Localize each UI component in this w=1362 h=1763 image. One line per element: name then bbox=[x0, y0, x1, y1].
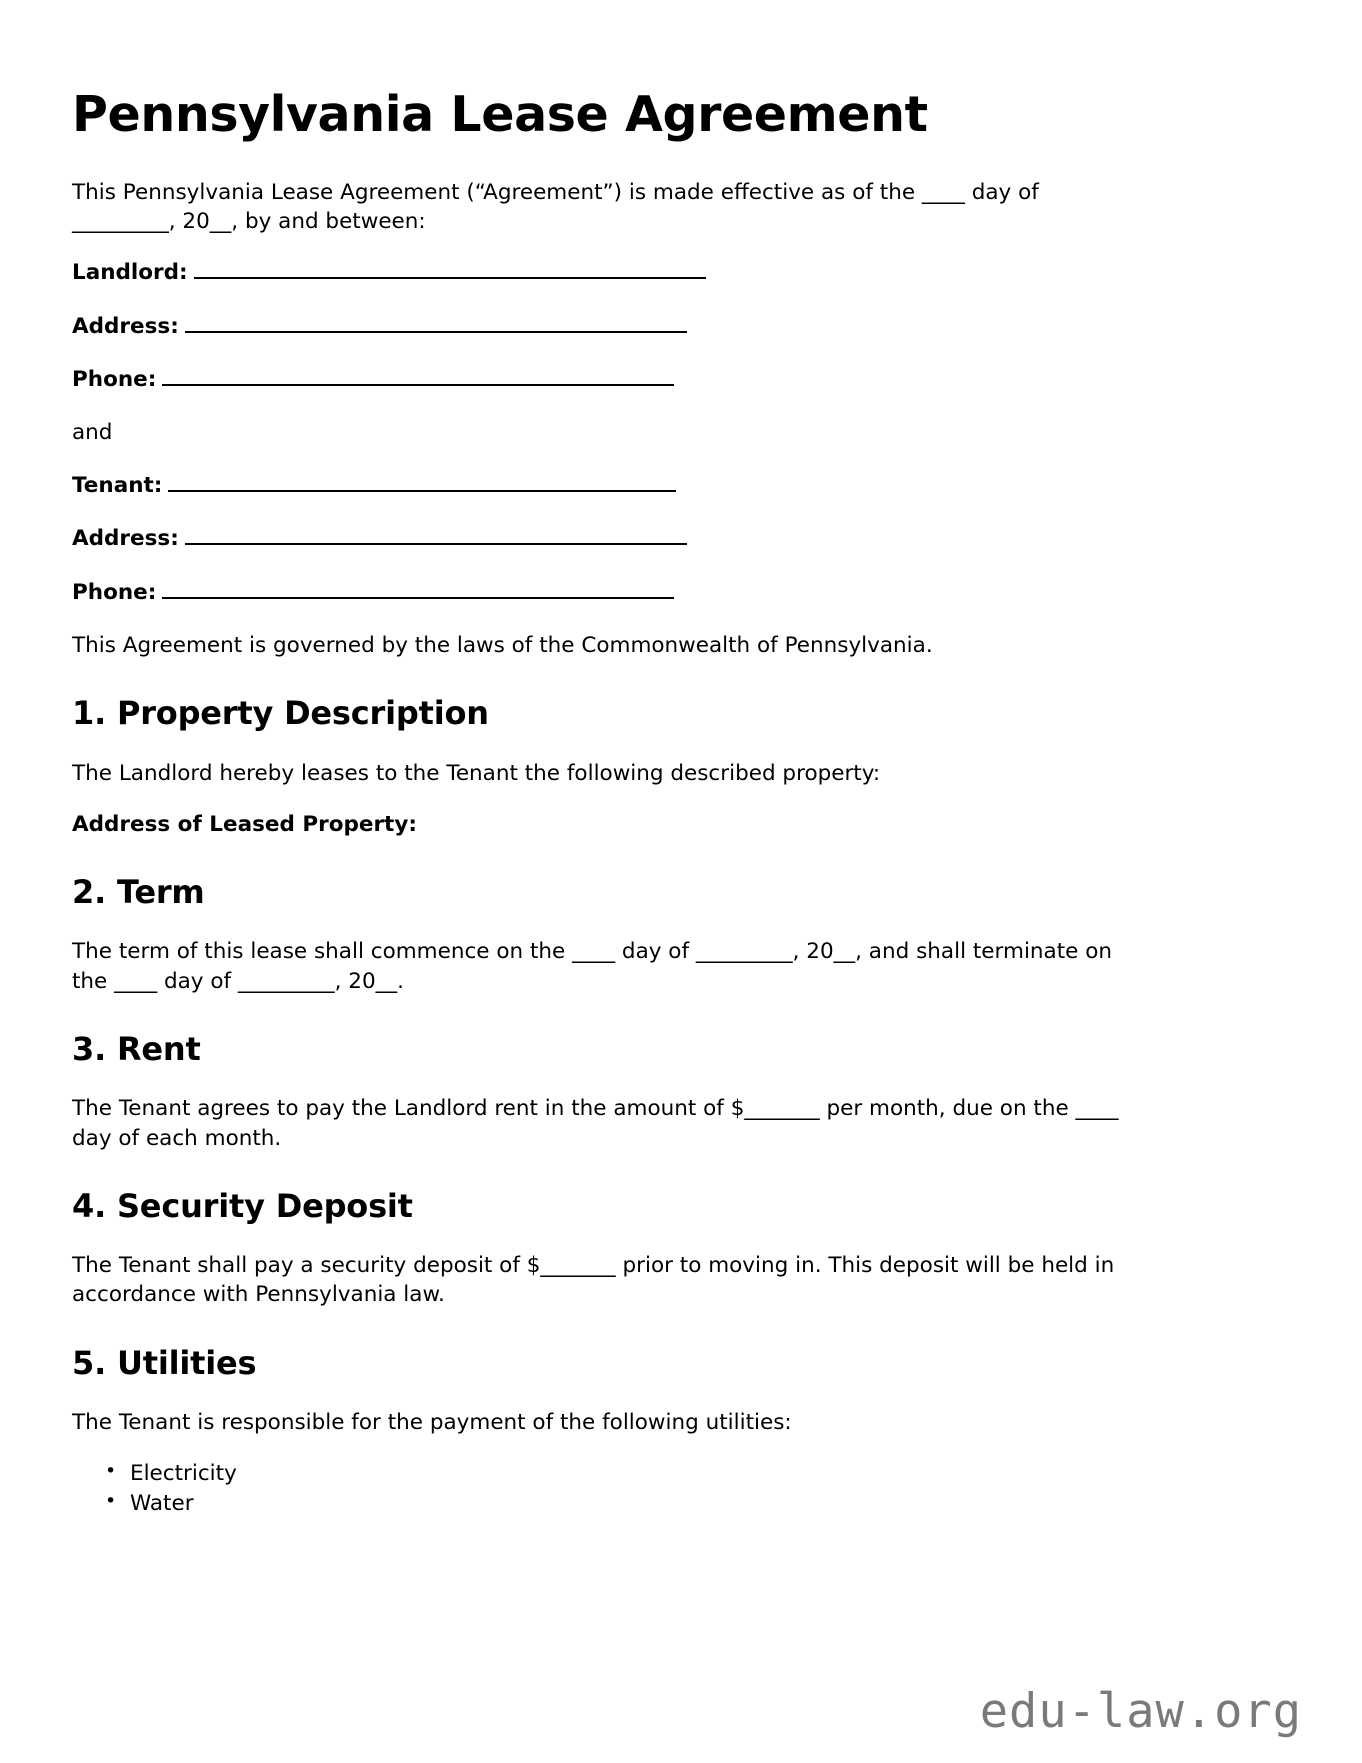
landlord-phone-field-row bbox=[72, 365, 1287, 394]
utilities-list bbox=[72, 1459, 1287, 1518]
governing-law-paragraph: This Agreement is governed by the laws of the Commonwealth of Pennsylvania. bbox=[72, 632, 933, 658]
landlord-phone-input-rule[interactable] bbox=[162, 365, 674, 385]
section-heading-rent: 3. Rent bbox=[72, 1029, 201, 1068]
tenant-address-input-rule[interactable] bbox=[185, 525, 687, 545]
section-heading-utilities: 5. Utilities bbox=[72, 1343, 257, 1382]
landlord-label: Landlord: bbox=[72, 260, 188, 286]
landlord-input-rule[interactable] bbox=[194, 259, 706, 279]
landlord-field-row bbox=[72, 258, 1287, 287]
tenant-phone-input-rule[interactable] bbox=[162, 578, 674, 598]
parties-conjunction: and bbox=[72, 419, 113, 445]
section-heading-security-deposit: 4. Security Deposit bbox=[72, 1186, 413, 1225]
section-body-security-deposit: The Tenant shall pay a security deposit of $_______ prior to moving in. This deposit will be held in accordance with Pennsylvania law. bbox=[72, 1253, 1115, 1308]
intro-paragraph: This Pennsylvania Lease Agreement (“Agreement”) is made effective as of the ____ day of _________, 20__, by and between: bbox=[72, 179, 1039, 235]
landlord-address-input-rule[interactable] bbox=[185, 312, 687, 332]
tenant-field-row bbox=[72, 471, 1287, 500]
tenant-input-rule[interactable] bbox=[168, 472, 676, 492]
landlord-phone-label: Phone: bbox=[72, 366, 157, 392]
section-body-rent: The Tenant agrees to pay the Landlord rent in the amount of $_______ per month, due on the ____ day of each month. bbox=[72, 1096, 1119, 1151]
list-item: • Electricity bbox=[130, 1459, 1287, 1489]
section-heading-term: 2. Term bbox=[72, 873, 205, 912]
section-body-property-description: The Landlord hereby leases to the Tenant the following described property: bbox=[72, 760, 881, 786]
section-body-term: The term of this lease shall commence on the ____ day of _________, 20__, and shall terminate on the ____ day of _________, 20__. bbox=[72, 939, 1112, 994]
tenant-address-label: Address: bbox=[72, 526, 179, 552]
tenant-phone-label: Phone: bbox=[72, 579, 157, 605]
watermark: edu-law.org bbox=[979, 1684, 1302, 1739]
section-body-utilities: The Tenant is responsible for the payment of the following utilities: bbox=[72, 1409, 792, 1435]
list-item: • Water bbox=[130, 1489, 1287, 1519]
leased-property-address-row bbox=[72, 810, 1287, 839]
tenant-phone-field-row bbox=[72, 578, 1287, 607]
landlord-address-field-row bbox=[72, 312, 1287, 341]
tenant-label: Tenant: bbox=[72, 473, 163, 499]
landlord-address-label: Address: bbox=[72, 313, 179, 339]
leased-property-address-label: Address of Leased Property: bbox=[72, 811, 417, 837]
tenant-address-field-row bbox=[72, 524, 1287, 553]
page-title: Pennsylvania Lease Agreement bbox=[72, 86, 928, 143]
section-heading-property-description: 1. Property Description bbox=[72, 694, 489, 733]
